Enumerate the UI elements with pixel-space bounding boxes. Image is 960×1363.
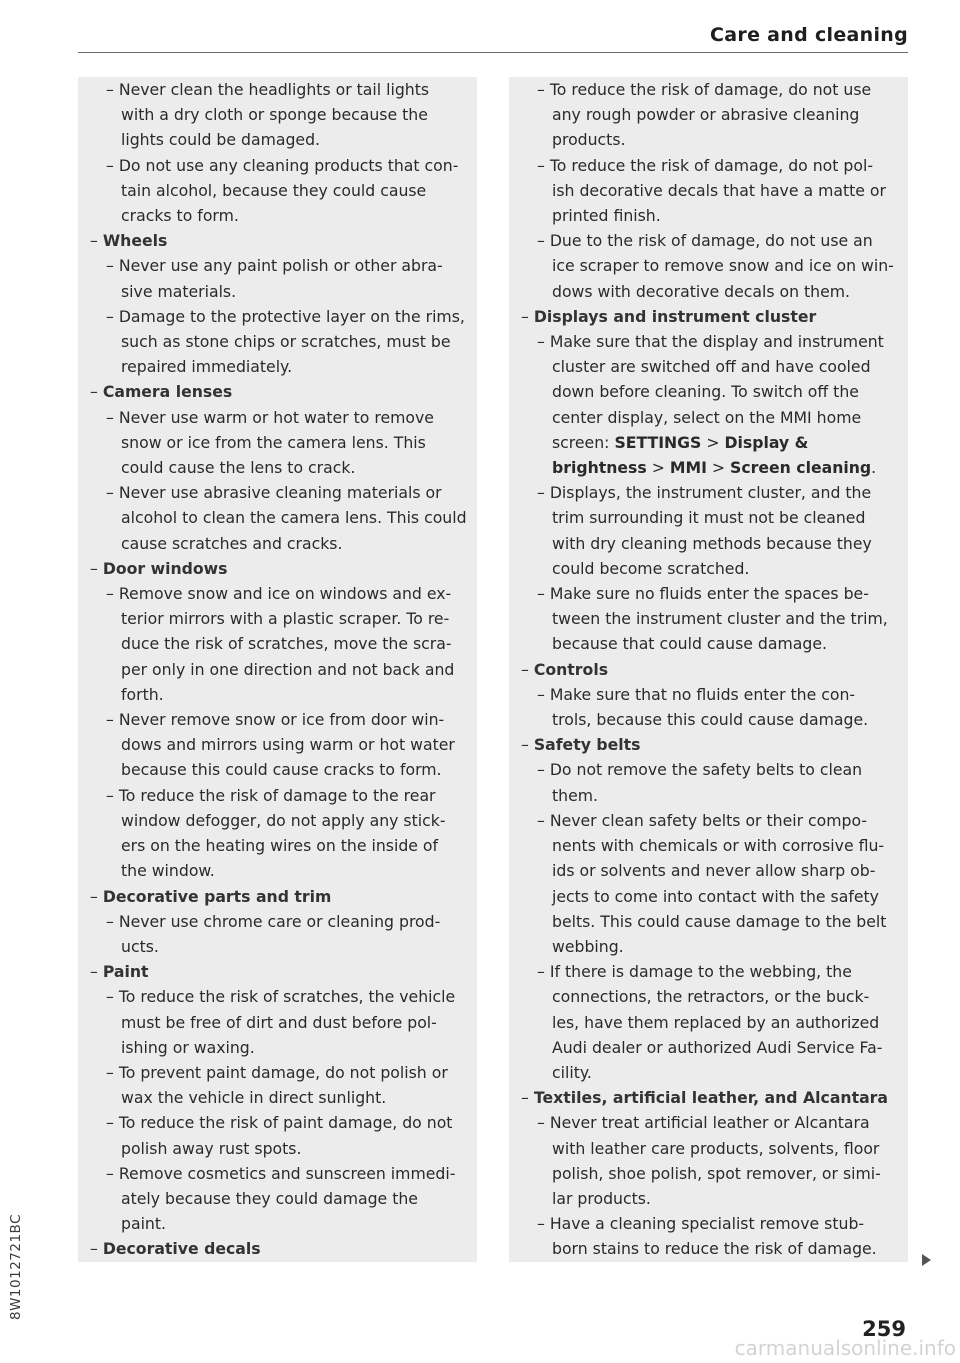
left-list [78, 77, 467, 1262]
right-list [509, 77, 898, 1262]
item-suffix: . [871, 458, 877, 478]
list-item: – Never use warm or hot water to remove snow or ice from the camera lens. This could cause the lens to crack. [78, 405, 467, 481]
document-code: 8W1012721BC [8, 1213, 24, 1320]
list-item: – To reduce the risk of scratches, the vehicle must be free of dirt and dust before pol- ishing or waxing. [78, 984, 467, 1060]
menu-separator: > [646, 458, 670, 478]
list-item: – To reduce the risk of damage, do not pol- ish decorative decals that have a matte or printed finish. [509, 153, 898, 229]
section-heading: – Controls [509, 657, 898, 682]
section-heading: – Textiles, artificial leather, and Alcantara [509, 1085, 898, 1110]
list-item: – To prevent paint damage, do not polish or wax the vehicle in direct sunlight. [78, 1060, 467, 1110]
list-item: – Remove snow and ice on windows and ex- terior mirrors with a plastic scraper. To re- duce the risk of scratches, move the scra- per only in one direction and not back and forth. [78, 581, 467, 707]
list-item: – To reduce the risk of damage to the rear window defogger, do not apply any stick- ers on the heating wires on the inside of the window. [78, 783, 467, 884]
section-heading: – Door windows [78, 556, 467, 581]
list-item: – To reduce the risk of paint damage, do not polish away rust spots. [78, 1110, 467, 1160]
section-heading: – Paint [78, 959, 467, 984]
page-number: 259 [862, 1317, 906, 1341]
list-item: – Make sure that no fluids enter the con- trols, because this could cause damage. [509, 682, 898, 732]
list-item: – Due to the risk of damage, do not use an ice scraper to remove snow and ice on win- dows with decorative decals on them. [509, 228, 898, 304]
list-item: – Never clean safety belts or their compo- nents with chemicals or with corrosive flu- ids or solvents and never allow sharp ob- jects to come into contact with the safety belts. This could cause damage to the belt webbing. [509, 808, 898, 959]
right-column [509, 77, 908, 1262]
section-heading: – Decorative decals [78, 1236, 467, 1261]
section-heading: – Displays and instrument cluster [509, 304, 898, 329]
section-heading: – Safety belts [509, 732, 898, 757]
list-item: – If there is damage to the webbing, the connections, the retractors, or the buck- les, have them replaced by an authorized Audi dealer or authorized Audi Service Fa- cility. [509, 959, 898, 1085]
list-item: – Never treat artificial leather or Alcantara with leather care products, solvents, floor polish, shoe polish, spot remover, or simi- lar products. [509, 1110, 898, 1211]
list-item: – Do not remove the safety belts to clean them. [509, 757, 898, 807]
menu-path-step: MMI [669, 458, 707, 478]
left-column [78, 77, 477, 1262]
list-item: – Never use abrasive cleaning materials or alcohol to clean the camera lens. This could cause scratches and cracks. [78, 480, 467, 556]
menu-separator: > [706, 458, 731, 478]
header-rule [78, 52, 908, 53]
list-item [509, 329, 898, 480]
list-item: – Damage to the protective layer on the rims, such as stone chips or scratches, must be repaired immediately. [78, 304, 467, 380]
list-item: – Never clean the headlights or tail lights with a dry cloth or sponge because the lights could be damaged. [78, 77, 467, 153]
list-item: – Never use chrome care or cleaning prod- ucts. [78, 909, 467, 959]
list-item: – Remove cosmetics and sunscreen immedi- ately because they could damage the paint. [78, 1161, 467, 1237]
continue-arrow-icon [922, 1254, 931, 1266]
section-heading: – Decorative parts and trim [78, 884, 467, 909]
menu-path-step: Screen cleaning [730, 458, 872, 478]
list-item: – Make sure no fluids enter the spaces be- tween the instrument cluster and the trim, because that could cause damage. [509, 581, 898, 657]
menu-separator: > [701, 432, 725, 452]
menu-path-step: Display & brightness [552, 432, 809, 478]
list-item: – Do not use any cleaning products that con- tain alcohol, because they could cause cracks to form. [78, 153, 467, 229]
list-item: – To reduce the risk of damage, do not use any rough powder or abrasive cleaning products. [509, 77, 898, 153]
header-title: Care and cleaning [710, 24, 908, 46]
list-item: – Have a cleaning specialist remove stub- born stains to reduce the risk of damage. [509, 1211, 898, 1261]
item-text: Make sure that the display and instrument cluster are switched off and have cooled down before cleaning. To switch off the center display, select on the MMI home screen: [549, 332, 884, 452]
list-item: – Displays, the instrument cluster, and the trim surrounding it must not be cleaned with dry cleaning methods because they could become scratched. [509, 480, 898, 581]
section-heading: – Camera lenses [78, 379, 467, 404]
list-item: – Never remove snow or ice from door win- dows and mirrors using warm or hot water because this could cause cracks to form. [78, 707, 467, 783]
list-item: – Never use any paint polish or other abra- sive materials. [78, 253, 467, 303]
section-heading: – Wheels [78, 228, 467, 253]
watermark: carmanualsonline.info [734, 1336, 956, 1360]
menu-path-step: SETTINGS [614, 432, 702, 452]
